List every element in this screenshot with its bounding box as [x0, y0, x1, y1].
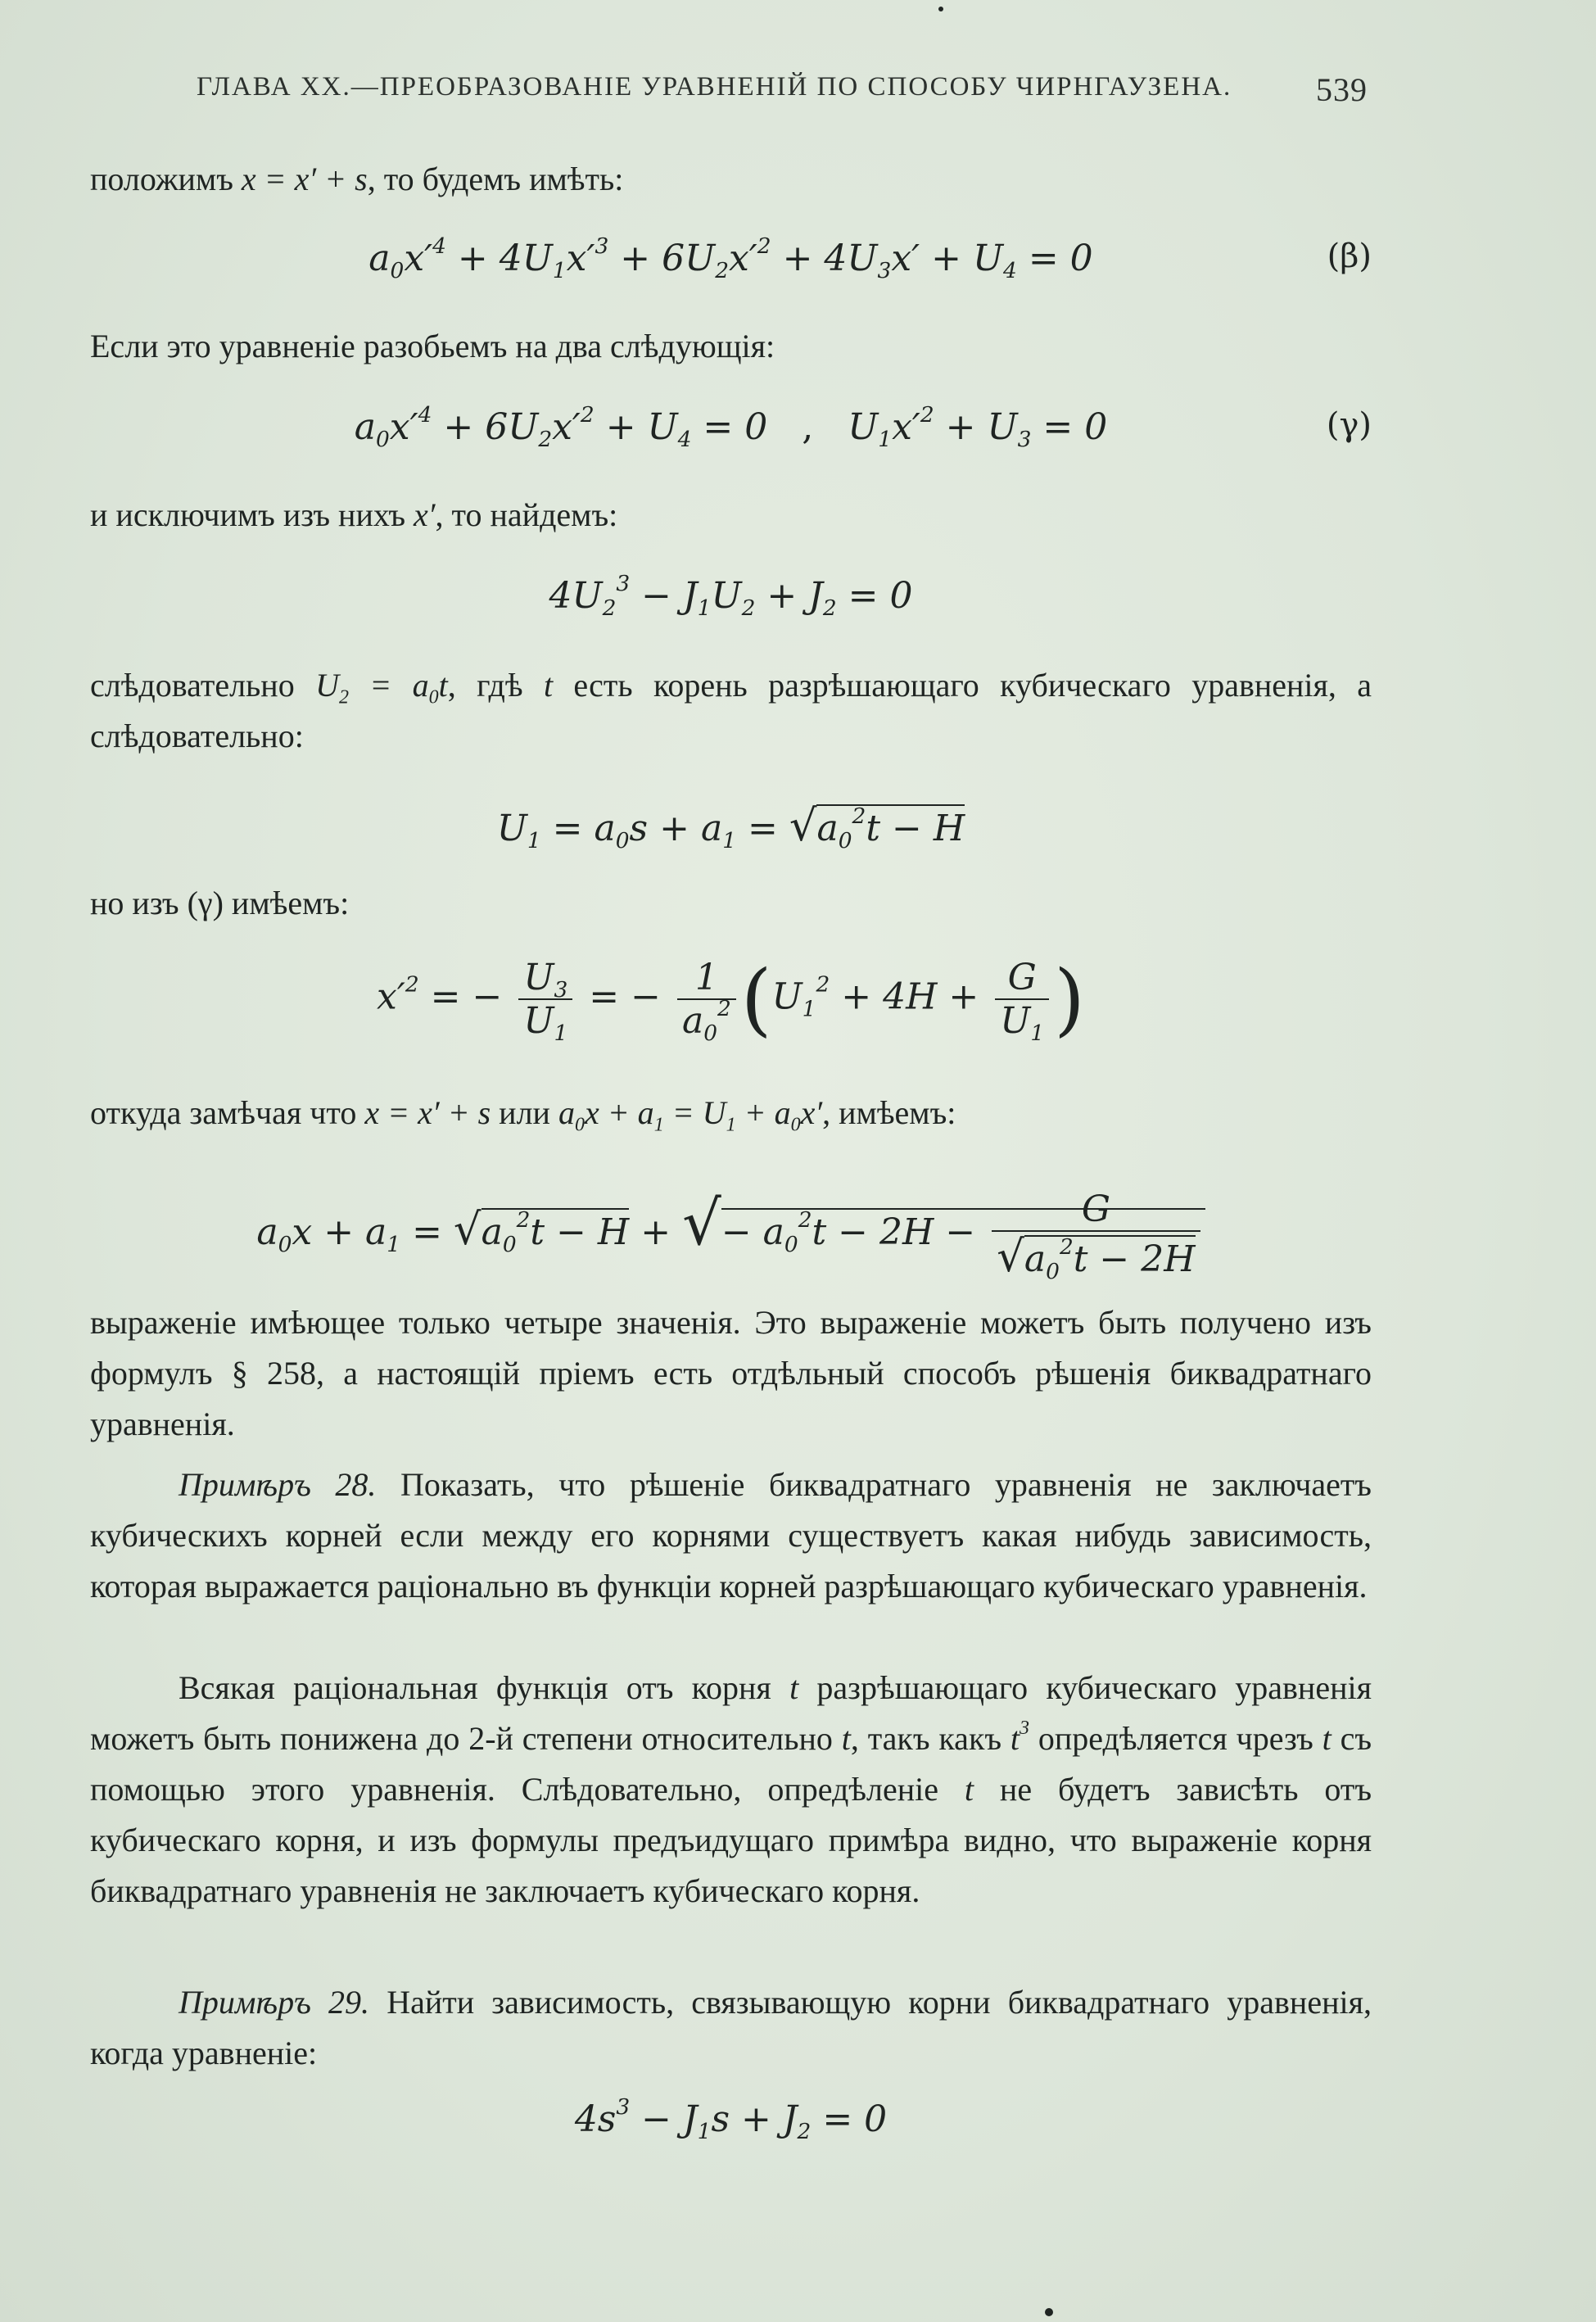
ink-speck [938, 7, 943, 11]
equation-gamma: $a_0x'^4 + 6U_2x'^2 + U_4 = 0$ , $U_1x'^2 + U_3 = 0$ (γ) [354, 401, 1372, 453]
page-number: 539 [1316, 71, 1368, 108]
paragraph-4: слѣдовательно $U_2 = a_0t$, гдѣ t есть корень разрѣшающаго кубическаго уравненія, а слѣдовательно: [90, 667, 1372, 754]
equation-root: $a_0x + a_1 = √a_0^2t - H$ + √− $a_0^2t - 2H$ − $\frac{G}{√a_0^2t - 2H}$ [90, 1188, 1372, 1282]
paragraph-5: но изъ (γ) имѣемъ: [90, 885, 350, 921]
equation-cubic: $4s^3 - J_1s + J_2 = 0$ [574, 2093, 888, 2145]
paragraph-7: выраженіе имѣющее только четыре значенія. Это выраженіе можетъ быть получено изъ формулъ § 258, а настоящій пріемъ есть отдѣльный способъ рѣшенія биквадратнаго уравненія. [90, 1304, 1372, 1442]
chapter-title: ГЛАВА XX.—ПРЕОБРАЗОВАНІЕ УРАВНЕНІЙ ПО СПОСОБУ ЧИРНГАУЗЕНА. [197, 72, 1232, 102]
equation-u1: $U_1 = a_0s + a_1 = √a_0^2t - H$ [496, 801, 965, 854]
ink-speck [1045, 2308, 1053, 2316]
running-header [197, 71, 1368, 108]
paragraph-example-28: Примѣръ 28. Показать, что рѣшеніе биквадратнаго уравненія не заключаетъ кубическихъ корней если между его корнями существуетъ какая нибудь зависимость, которая выражается раціонально въ функціи корней разрѣшающаго кубическаго уравненія. [90, 1466, 1372, 1605]
equation-x-squared: $x'^2$ = − $\frac{U_3}{U_1}$ = − $\frac{1}{a_0^2}$ ($U_1^2 + 4H$ + $\frac{G}{U_1}$ ) [377, 953, 1085, 1047]
paragraph-3: и исключимъ изъ нихъ x′, то найдемъ: [90, 496, 618, 533]
paragraph-example-29: Примѣръ 29. Найти зависимость, связывающую корни биквадратнаго уравненія, когда уравненіе: [90, 1984, 1372, 2071]
equation-number: (β) [1327, 238, 1372, 275]
paragraph-1: положимъ x = x′ + s, то будемъ имѣть: [90, 161, 624, 197]
paragraph-6: откуда замѣчая что x = x′ + s или $a_0x + a_1 = U_1 + a_0x'$, имѣемъ: [90, 1094, 956, 1136]
equation-beta: $a_0x'^4 + 4U_1x'^3 + 6U_2x'^2 + 4U_3x' + U_4 = 0$ (β) [368, 233, 1372, 284]
paragraph-2: Если это уравненіе разобьемъ на два слѣдующія: [90, 328, 775, 364]
equation-number: (γ) [1326, 406, 1372, 444]
paragraph-explanation: Всякая раціональная функція отъ корня t разрѣшающаго кубическаго уравненія можетъ быть понижена до 2-й степени относительно t, такъ какъ $t^3$ опредѣляется чрезъ t съ помощью этого уравненія. Слѣдовательно, опредѣленіе t не будетъ зависѣть отъ кубическаго корня, и изъ формулы предъидущаго примѣра видно, что выраженіе корня биквадратнаго уравненія не заключаетъ кубическаго корня. [90, 1669, 1372, 1909]
equation-resolvent: $4U_2^3 - J_1U_2 + J_2 = 0$ [549, 570, 913, 622]
